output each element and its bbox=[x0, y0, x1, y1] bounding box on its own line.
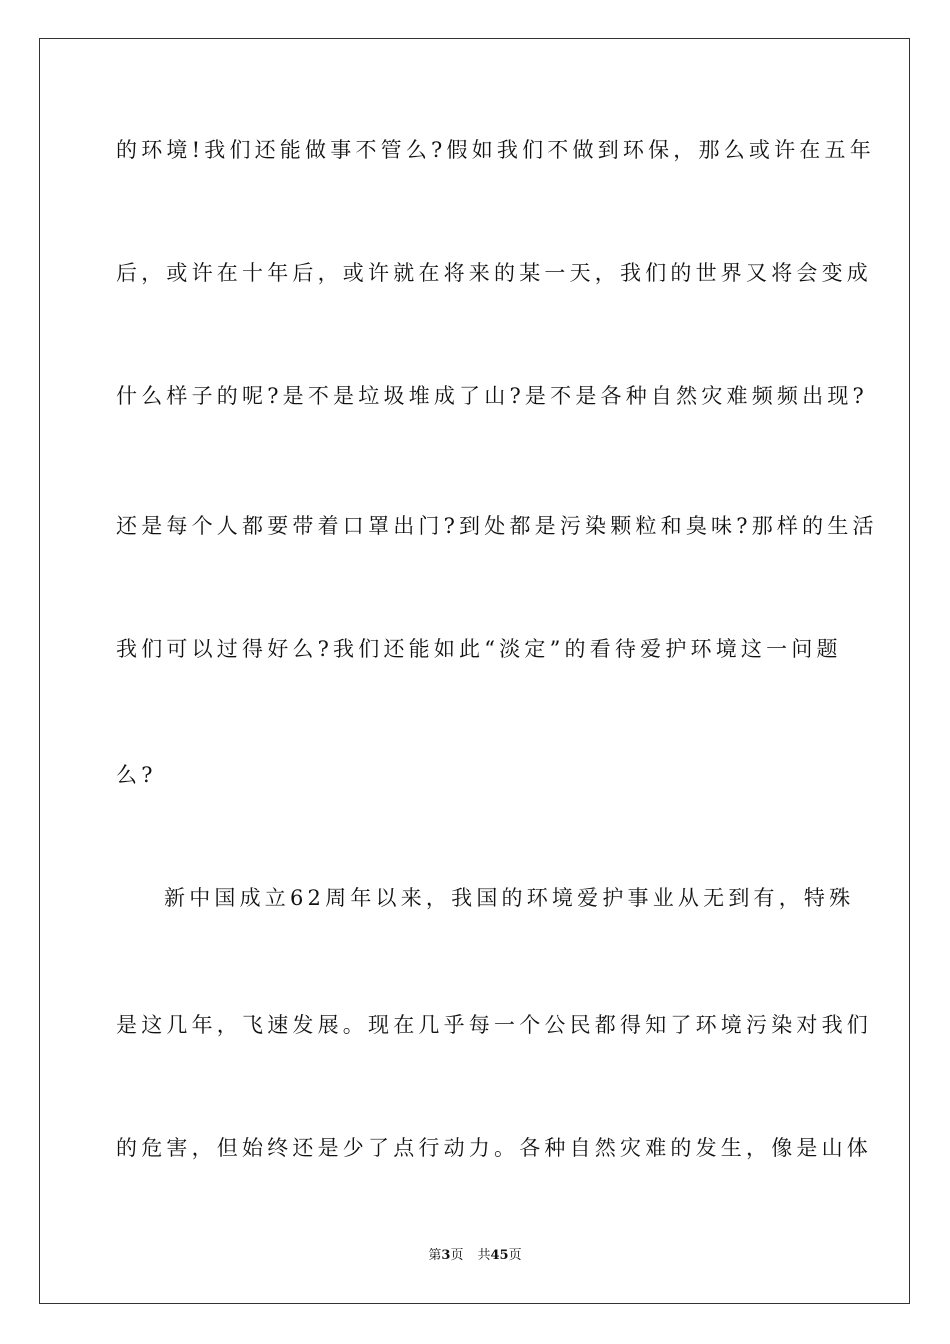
total-prefix: 共 bbox=[477, 1248, 491, 1263]
text-line: 的环境!我们还能做事不管么?假如我们不做到环保，那么或许在五年 bbox=[116, 138, 875, 162]
page-number: 3 bbox=[441, 1248, 451, 1263]
page-prefix: 第 bbox=[428, 1248, 442, 1263]
text-line: 后，或许在十年后，或许就在将来的某一天，我们的世界又将会变成 bbox=[116, 261, 872, 285]
text-line: 么? bbox=[116, 763, 157, 787]
text-line: 我们可以过得好么?我们还能如此“淡定”的看待爱护环境这一问题 bbox=[116, 637, 842, 661]
paragraph-first-line: 新中国成立62周年以来，我国的环境爱护事业从无到有，特殊 bbox=[164, 886, 855, 910]
total-suffix: 页 bbox=[508, 1248, 522, 1263]
page-suffix: 页 bbox=[450, 1248, 464, 1263]
text-line: 是这几年，飞速发展。现在几乎每一个公民都得知了环境污染对我们 bbox=[116, 1013, 872, 1037]
page-footer bbox=[0, 1247, 950, 1265]
text-line: 还是每个人都要带着口罩出门?到处都是污染颗粒和臭味?那样的生活 bbox=[116, 514, 878, 538]
page-total: 45 bbox=[490, 1248, 509, 1263]
text-line: 的危害，但始终还是少了点行动力。各种自然灾难的发生，像是山体 bbox=[116, 1136, 872, 1160]
page-border bbox=[39, 38, 910, 1304]
text-line: 什么样子的呢?是不是垃圾堆成了山?是不是各种自然灾难频频出现? bbox=[116, 384, 868, 408]
